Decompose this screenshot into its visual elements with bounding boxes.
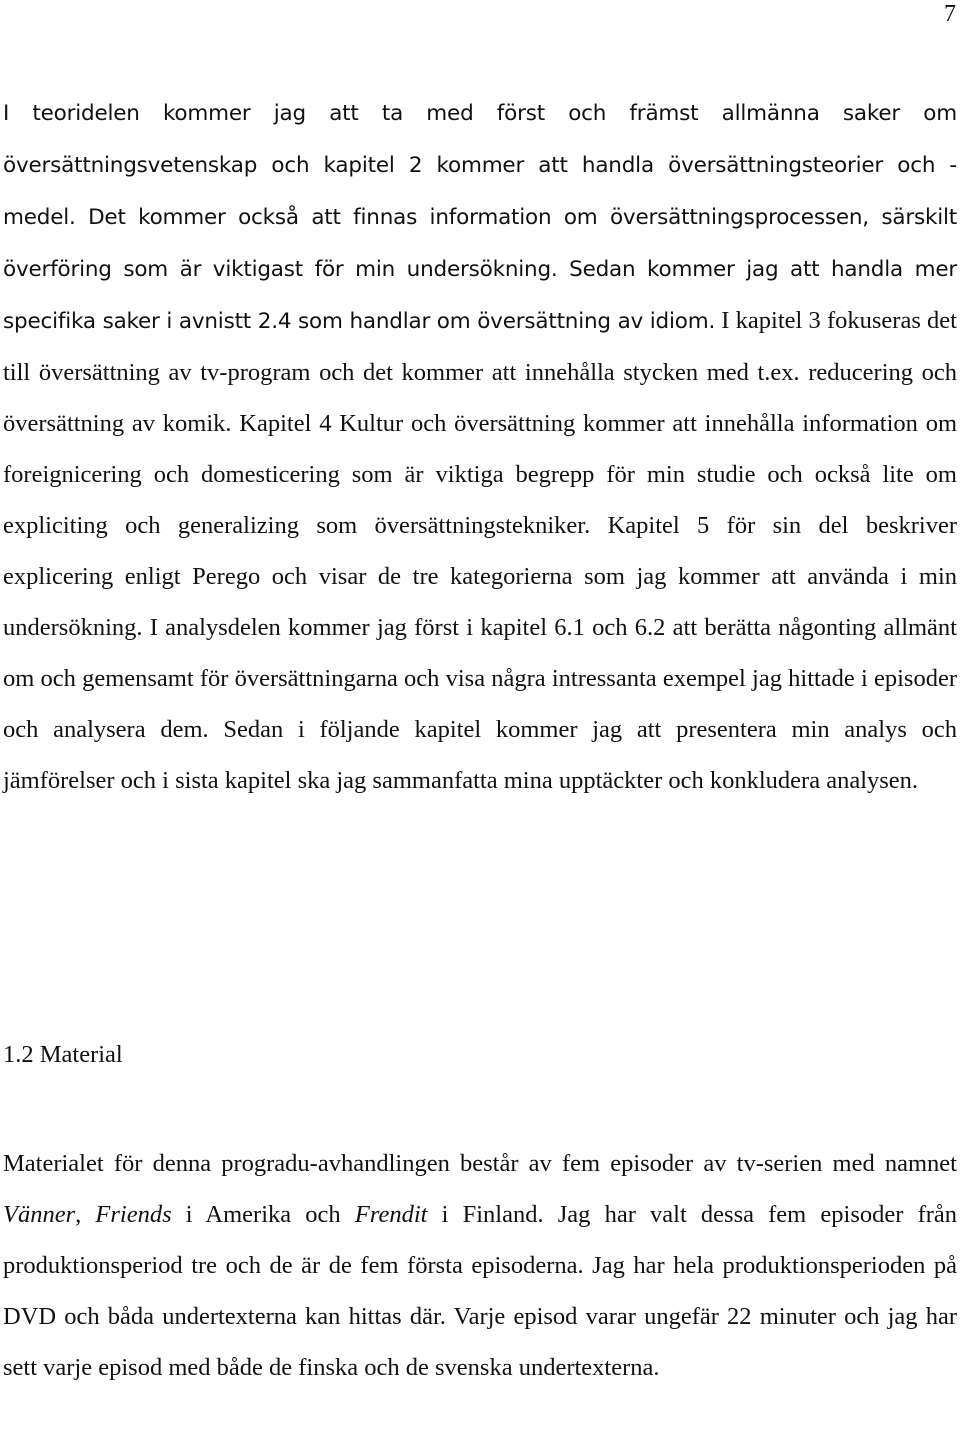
intro-text-part-3: Kapitel 4 Kultur och översättning kommer att innehålla information om foreignicering och domesticering som är viktiga begrepp för min studie och också lite om expliciting och generalizing som översättningstekniker. Kapitel 5 för sin del beskriver explicering enligt Perego och visar de tre kategorierna som jag kommer att använda i min undersökning. I analysdelen kommer jag först i kapitel 6.1 och 6.2 att berätta någonting allmänt om och gemensamt för översättningarna och visa några intressanta exempel jag hittade i episoder och analysera dem. Sedan i följande kapitel kommer jag att presentera min analys och jämförelser och i sista kapitel ska jag sammanfatta mina upptäckter och konkludera analysen.	[3, 410, 957, 794]
intro-text-part-2: I kapitel 3 fokuseras det till översättning av tv-program och det kommer att innehålla stycken med t.ex. reducering och översättning av komik.	[3, 307, 957, 437]
intro-text-part-1: I teoridelen kommer jag att ta med först och främst allmänna saker om översättningsvetenskap och kapitel 2 kommer att handla översättningsteorier och -medel. Det kommer också att finnas information om översättningsprocessen, särskilt överföring som är viktigast för min undersökning. Sedan kommer jag att handla mer specifika saker i avnistt 2.4 som handlar om översättning av idiom.	[3, 101, 957, 334]
title-frendit: Frendit	[354, 1201, 428, 1228]
material-text-4: i Finland. Jag har valt dessa fem episoder från produktionsperiod tre och de är de fem första episoderna. Jag har hela produktionsperioden på DVD och båda undertexterna kan hittas där. Varje episod varar ungefär 22 minuter och jag har sett varje episod med både de finska och de svenska undertexterna.	[3, 1201, 958, 1381]
material-text-1: Materialet för denna progradu-avhandlingen består av fem episoder av tv-serien med namnet	[3, 1150, 957, 1177]
material-paragraph	[3, 1138, 957, 1393]
title-friends: Friends	[95, 1201, 172, 1228]
page-number: 7	[944, 1, 956, 27]
title-vanner: Vänner	[3, 1201, 76, 1228]
material-text-3: i Amerika och	[171, 1201, 355, 1228]
section-heading: 1.2 Material	[3, 1041, 123, 1068]
material-text-2: ,	[75, 1201, 96, 1228]
intro-paragraph	[3, 87, 957, 806]
